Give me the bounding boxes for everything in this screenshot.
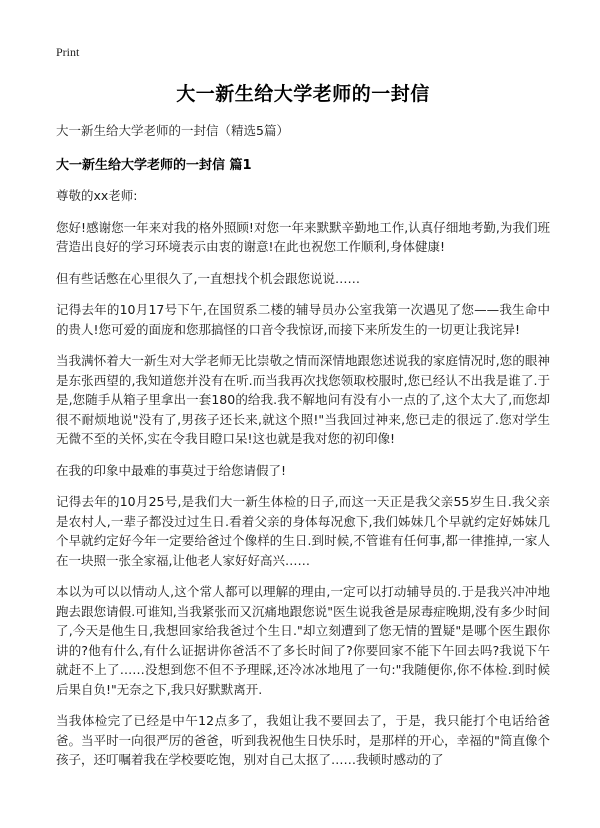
paragraph: 在我的印象中最难的事莫过于给您请假了!	[56, 462, 287, 478]
paragraph: 但有些话憋在心里很久了,一直想找个机会跟您说说……	[56, 270, 360, 286]
paragraph: 您好!感谢您一年来对我的格外照顾!对您一年来默默辛勤地工作,认真仔细地考勤,为我们班营造出良好的学习环境表示由衷的谢意!在此也祝您工作顺利,身体健康!	[56, 219, 550, 254]
page-title: 大一新生给大学老师的一封信	[176, 83, 430, 105]
document-subtitle: 大一新生给大学老师的一封信（精选5篇）	[56, 123, 289, 138]
section-heading: 大一新生给大学老师的一封信 篇1	[56, 158, 252, 173]
paragraph: 当我体检完了已经是中午12点多了，我姐让我不要回去了，于是，我只能打个电话给爸爸。当平时一向很严厉的爸爸，听到我祝他生日快乐时，是那样的开心，幸福的"简直像个孩子，还叮嘱着我在学校要吃饱，别对自己太抠了……我顿时感动的了	[56, 713, 550, 767]
paragraph: 记得去年的10月17号下午,在国贸系二楼的辅导员办公室我第一次遇见了您——我生命中的贵人!您可爱的面庞和您那搞怪的口音令我惊讶,而接下来所发生的一切更让我诧异!	[56, 302, 550, 337]
print-link[interactable]: Print	[56, 45, 80, 59]
paragraph: 当我满怀着大一新生对大学老师无比崇敬之情而深情地跟您述说我的家庭情况时,您的眼神是东张西望的,我知道您并没有在听.而当我再次找您领取校服时,您已经认不出我是谁了.于是,您随手从箱子里拿出一套180的给我.我不解地问有没有小一点的了,这个太大了,而您却很不耐烦地说"没有了,男孩子还长来,就这个照!"当我回过神来,您已走的很远了.您对学生无微不至的关怀,实在令我目瞪口呆!这也就是我对您的初印像!	[56, 353, 550, 446]
paragraph: 本以为可以以情动人,这个常人都可以理解的理由,一定可以打动辅导员的.于是我兴冲冲地跑去跟您请假.可谁知,当我紧张而又沉痛地跟您说"医生说我爸是尿毒症晚期,没有多少时间了,今天是他生日,我想回家给我爸过个生日."却立刻遭到了您无情的置疑"是哪个医生跟你讲的?他有什么,有什么证据讲你爸活不了多长时间了?你要回家不能下午回去吗?我说下午就赶不上了……没想到您不但不予理睬,还冷冰冰地甩了一句:"我随便你,你不体检.到时候后果自负!"无奈之下,我只好默默离开.	[56, 584, 550, 697]
salutation: 尊敬的xx老师:	[56, 188, 138, 203]
paragraph: 记得去年的10月25号,是我们大一新生体检的日子,而这一天正是我父亲55岁生日.我父亲是农村人,一辈子都没过过生日.看着父亲的身体每况愈下,我们姊妹几个早就约定好姊妹几个早就约定好今年一定要给爸过个像样的生日.到时候,不管谁有任何事,都一律推掉,一家人在一块照一张全家福,让他老人家好好高兴……	[56, 494, 550, 568]
